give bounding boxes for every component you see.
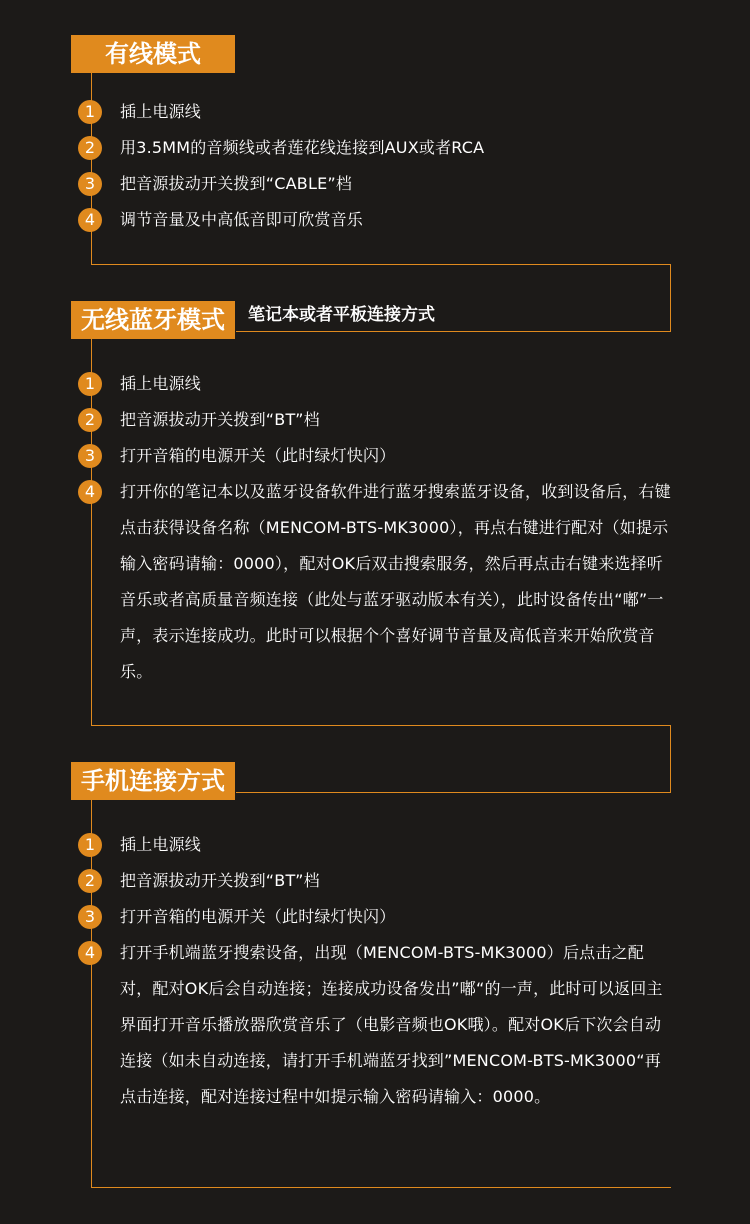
connector-line [91, 800, 92, 1187]
step-text: 插上电源线 [120, 835, 202, 854]
step-text: 打开音箱的电源开关（此时绿灯快闪） [120, 907, 396, 926]
step-number-badge: 1 [78, 100, 102, 124]
step-number-badge: 2 [78, 136, 102, 160]
step-text: 插上电源线 [120, 102, 202, 121]
step-text: 用3.5MM的音频线或者莲花线连接到AUX或者RCA [120, 138, 485, 157]
step-number-badge: 2 [78, 408, 102, 432]
connector-line [236, 792, 671, 793]
connector-line [91, 339, 92, 725]
section-title-phone: 手机连接方式 [71, 762, 235, 800]
step-text: 把音源拔动开关拨到“CABLE”档 [120, 174, 353, 193]
section-title-wired: 有线模式 [71, 35, 235, 73]
step-text: 把音源拔动开关拨到“BT”档 [120, 871, 320, 890]
connector-line [670, 725, 671, 793]
connector-line [91, 264, 671, 265]
step-text: 打开你的笔记本以及蓝牙设备软件进行蓝牙搜索蓝牙设备，收到设备后，右键点击获得设备名称（MENCOM-BTS-MK3000），再点右键进行配对（如提示输入密码请输：0000），配对OK后双击搜索服务，然后再点击右键来选择听音乐或者高质量音频连接（此处与蓝牙驱动版本有关），此时设备传出“嘟”一声，表示连接成功。此时可以根据个个喜好调节音量及高低音来开始欣赏音乐。 [120, 482, 671, 681]
step-text: 把音源拔动开关拨到“BT”档 [120, 410, 320, 429]
connector-line [670, 264, 671, 332]
step-number-badge: 2 [78, 869, 102, 893]
step-number-badge: 4 [78, 941, 102, 965]
step-number-badge: 3 [78, 172, 102, 196]
step-text: 打开手机端蓝牙搜索设备，出现（MENCOM-BTS-MK3000）后点击之配对，配对OK后会自动连接；连接成功设备发出”嘟“的一声，此时可以返回主界面打开音乐播放器欣赏音乐了（电影音频也OK哦）。配对OK后下次会自动连接（如未自动连接，请打开手机端蓝牙找到”MENCOM-BTS-MK3000“再点击连接，配对连接过程中如提示输入密码请输入：0000。 [120, 943, 663, 1106]
step-text: 打开音箱的电源开关（此时绿灯快闪） [120, 446, 396, 465]
step-number-badge: 1 [78, 372, 102, 396]
section-subtitle: 笔记本或者平板连接方式 [248, 305, 435, 325]
step-number-badge: 3 [78, 905, 102, 929]
step-text: 调节音量及中高低音即可欣赏音乐 [120, 210, 364, 229]
step-number-badge: 4 [78, 208, 102, 232]
step-number-badge: 3 [78, 444, 102, 468]
connector-line [236, 331, 671, 332]
section-title-bluetooth: 无线蓝牙模式 [71, 301, 235, 339]
connector-line [91, 1187, 671, 1188]
step-number-badge: 4 [78, 480, 102, 504]
step-text: 插上电源线 [120, 374, 202, 393]
step-number-badge: 1 [78, 833, 102, 857]
connector-line [91, 725, 671, 726]
